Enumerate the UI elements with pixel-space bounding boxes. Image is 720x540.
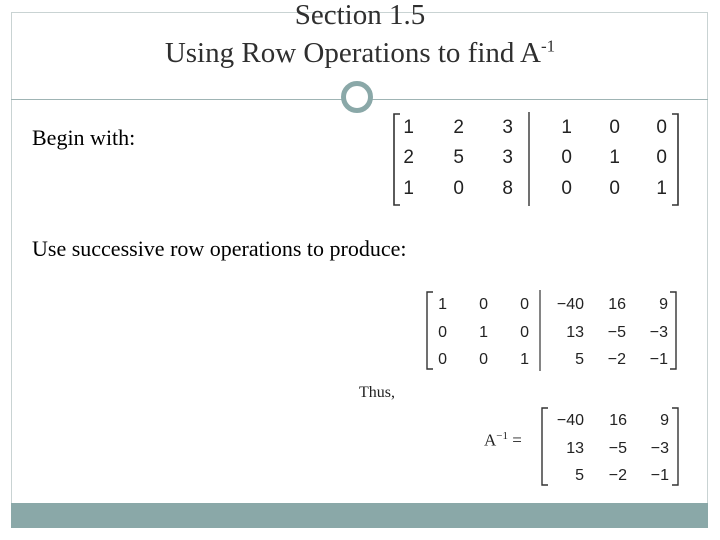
produce-text: Use successive row operations to produce: <box>32 236 407 261</box>
matrix-result-left-bracket <box>427 292 433 369</box>
matrix-result-cell-r1-c4: −40 <box>556 296 584 313</box>
matrix-result-cell-r2-c1: 0 <box>438 324 447 341</box>
matrix-inverse-cell-r2-c3: −3 <box>650 440 669 457</box>
matrix-initial-cell-r2-c4: 0 <box>561 147 572 168</box>
title-superscript: -1 <box>541 36 556 56</box>
matrix-result-cell-r1-c3: 0 <box>520 296 529 313</box>
matrix-result-cell-r3-c2: 0 <box>479 351 488 368</box>
matrix-inverse-left-bracket <box>542 408 548 485</box>
matrix-result-cell-r3-c5: −2 <box>607 351 626 368</box>
matrix-result-cell-r2-c6: −3 <box>649 324 668 341</box>
matrix-initial-cell-r3-c5: 0 <box>609 178 620 199</box>
a-inverse-base: A <box>484 430 497 450</box>
a-inverse-equals: = <box>512 430 522 450</box>
matrix-result-cell-r1-c1: 1 <box>438 296 447 313</box>
matrix-initial <box>403 117 667 199</box>
matrix-initial-cell-r1-c2: 2 <box>453 117 464 138</box>
matrix-result-cell-r2-c2: 1 <box>479 324 488 341</box>
matrix-result-cell-r2-c3: 0 <box>520 324 529 341</box>
matrix-initial-cell-r1-c1: 1 <box>403 117 414 138</box>
matrix-result-cell-r2-c4: 13 <box>566 324 584 341</box>
matrix-initial-cell-r2-c6: 0 <box>656 147 667 168</box>
a-inverse-sup: −1 <box>496 430 508 442</box>
matrix-result-right-bracket <box>670 292 676 369</box>
title-line-1: Section 1.5 <box>294 0 426 31</box>
matrix-inverse-cell-r2-c2: −5 <box>608 440 627 457</box>
footer-bar <box>11 503 708 528</box>
matrix-inverse-cell-r1-c3: 9 <box>660 412 669 429</box>
title-line-2-text: Using Row Operations to find A <box>164 37 541 69</box>
matrix-result-cell-r1-c5: 16 <box>608 296 626 313</box>
matrix-result-cell-r1-c6: 9 <box>659 296 668 313</box>
matrix-initial-cell-r3-c1: 1 <box>403 178 414 199</box>
matrix-result-cell-r2-c5: −5 <box>607 324 626 341</box>
matrix-result-cell-r1-c2: 0 <box>479 296 488 313</box>
matrix-initial-cell-r1-c3: 3 <box>502 117 513 138</box>
matrix-initial-cell-r3-c6: 1 <box>656 178 667 199</box>
matrix-result <box>438 296 668 368</box>
matrix-initial-cell-r2-c5: 1 <box>609 147 620 168</box>
matrix-initial-cell-r1-c6: 0 <box>656 117 667 138</box>
matrix-initial-cell-r2-c3: 3 <box>502 147 513 168</box>
matrix-initial-cell-r1-c4: 1 <box>561 117 572 138</box>
matrix-inverse <box>557 412 669 484</box>
matrix-inverse-cell-r3-c2: −2 <box>608 467 627 484</box>
matrix-result-cell-r3-c4: 5 <box>575 351 584 368</box>
matrix-inverse-cell-r2-c1: 13 <box>566 440 584 457</box>
matrix-result-cell-r3-c6: −1 <box>649 351 668 368</box>
matrix-inverse-right-bracket <box>672 408 678 485</box>
thus-label: Thus, <box>359 384 395 401</box>
matrix-initial-right-bracket <box>672 114 678 205</box>
matrix-inverse-cell-r3-c1: 5 <box>575 467 584 484</box>
matrix-inverse-cell-r1-c2: 16 <box>609 412 627 429</box>
matrix-initial-left-bracket <box>394 114 400 205</box>
a-inverse-label <box>484 430 522 451</box>
matrix-initial-cell-r3-c4: 0 <box>561 178 572 199</box>
matrix-result-cell-r3-c3: 1 <box>520 351 529 368</box>
matrix-initial-cell-r1-c5: 0 <box>609 117 620 138</box>
matrix-result-cell-r3-c1: 0 <box>438 351 447 368</box>
begin-text: Begin with: <box>32 125 136 150</box>
matrix-initial-cell-r3-c2: 0 <box>453 178 464 199</box>
matrix-initial-cell-r2-c2: 5 <box>453 147 464 168</box>
matrix-inverse-cell-r3-c3: −1 <box>650 467 669 484</box>
matrix-initial-cell-r2-c1: 2 <box>403 147 414 168</box>
matrix-inverse-cell-r1-c1: −40 <box>556 412 584 429</box>
matrix-initial-cell-r3-c3: 8 <box>502 178 513 199</box>
